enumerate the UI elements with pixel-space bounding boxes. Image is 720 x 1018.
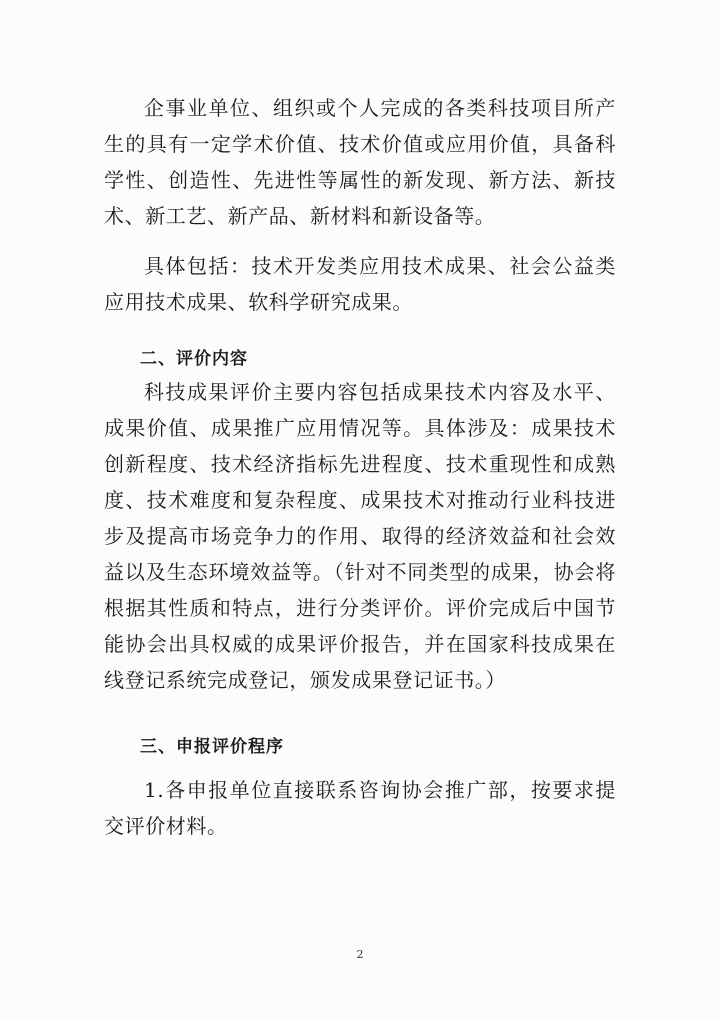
paragraph-includes: 具体包括：技术开发类应用技术成果、社会公益类应用技术成果、软科学研究成果。 (104, 254, 616, 314)
section-heading-application-procedure: 三、申报评价程序 (140, 737, 284, 757)
section-heading-evaluation-content: 二、评价内容 (140, 349, 248, 369)
paragraph-evaluation-content: 科技成果评价主要内容包括成果技术内容及水平、成果价值、成果推广应用情况等。具体涉及：成果技术创新程度、技术经济指标先进程度、技术重现性和成熟度、技术难度和复杂程度、成果技术对推动行业科技进步及提高市场竞争力的作用、取得的经济效益和社会效益以及生态环境效益等。（针对不同类型的成果，协会将根据其性质和特点，进行分类评价。评价完成后中国节能协会出具权威的成果评价报告，并在国家科技成果在线登记系统完成登记，颁发成果登记证书。） (104, 380, 616, 692)
paragraph-definition: 企事业单位、组织或个人完成的各类科技项目所产生的具有一定学术价值、技术价值或应用价值，具备科学性、创造性、先进性等属性的新发现、新方法、新技术、新工艺、新产品、新材料和新设备等。 (104, 96, 616, 228)
paragraph-step-1: 1.各申报单位直接联系咨询协会推广部，按要求提交评价材料。 (104, 778, 616, 838)
page-number: 2 (356, 948, 364, 961)
